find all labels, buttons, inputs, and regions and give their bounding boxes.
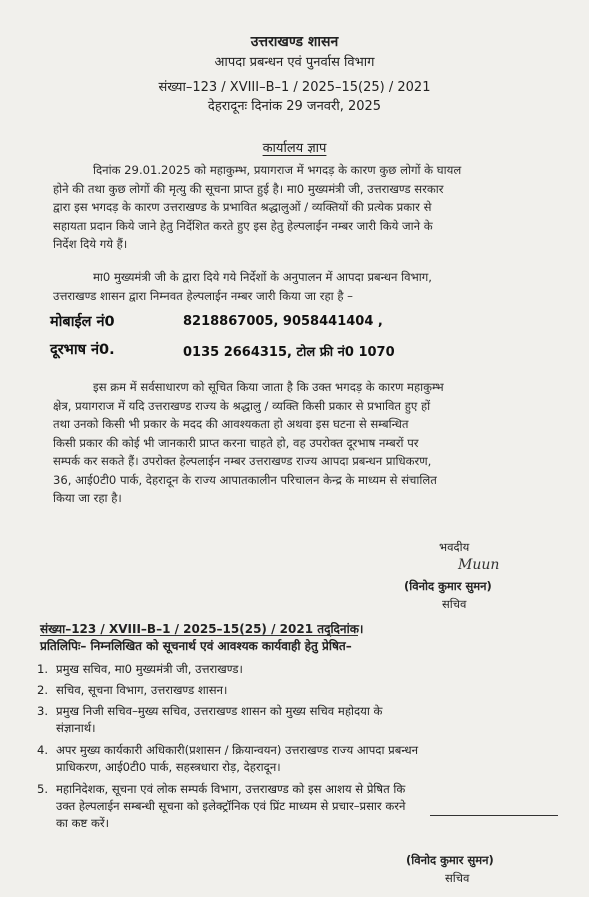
signatory-designation: सचिव [442, 597, 467, 611]
phone-value: 0135 2664315, टोल फ्री नं0 1070 [183, 345, 395, 360]
copy-reference: संख्या–123 / XVIII–B–1 / 2025–15(25) / 2021 तद्‌दिनांक। [40, 622, 364, 636]
text-line: दिनांक 29.01.2025 को महाकुम्भ, प्रयागराज में भगदड़ के कारण कुछ लोगों के घायल [93, 163, 462, 177]
text-line: उत्तराखण्ड शासन द्वारा निम्नवत हेल्पलाईन नम्बर जारी किया जा रहा है – [53, 288, 353, 303]
text-line: मा0 मुख्यमंत्री जी के द्वारा दिये गये निर्देशों के अनुपालन में आपदा प्रबन्धन विभाग, [93, 270, 432, 284]
signatory-name: (विनोद कुमार सुमन) [404, 579, 492, 593]
text-line: निर्देश दिये गये हैं। [53, 237, 128, 251]
place-date: देहरादूनः दिनांक 29 जनवरी, 2025 [207, 99, 382, 114]
text-line: द्वारा इस भगदड़ के कारण उत्तराखण्ड के प्रभावित श्रद्धालुओं / व्यक्तियों की प्रत्येक प्रकार से [53, 200, 432, 214]
text-line: इस क्रम में सर्वसाधारण को सूचित किया जाता है कि उक्त भगदड़ के कारण महाकुम्भ [93, 380, 444, 394]
signatory-name-2: (विनोद कुमार सुमन) [406, 853, 494, 867]
document-page: उत्तराखण्ड शासन आपदा प्रबन्धन एवं पुनर्वास विभाग संख्या–123 / XVIII–B–1 / 2025–15(25) / 2021 देहरादूनः दिनांक 29 जनवरी, 2025 कार्यालय ज्ञाप दिनांक 29.01.2025 को महाकुम्भ, प्रयागराज में भगदड़ के कारण कुछ लोगों के घायल होने की तथा कुछ लोगों की मृत्यु की सूचना प्राप्त हुई है। मा0 मुख्यमंत्री जी, उत्तराखण्ड सरकार द्वारा इस भगदड़ के कारण उत्तराखण्ड के प्रभावित श्रद्धालुओं / व्यक्तियों की प्रत्येक प्रकार से सहायता प्रदान किये जाने हेतु निर्देशित करते हुए इस हेतु हेल्पलाईन नम्बर जारी किये जाने के निर्देश दिये गये हैं। मा0 मुख्यमंत्री जी के द्वारा दिये गये निर्देशों के अनुपालन में आपदा प्रबन्धन विभाग, उत्तराखण्ड शासन द्वारा निम्नवत हेल्पलाईन नम्बर जारी किया जा रहा है – मोबाईल नं0 8218867005, 9058441404 , दूरभाष नं0. 0135 2664315, टोल फ्री नं0 1070 इस क्रम में सर्वसाधारण को सूचित किया जाता है कि उक्त भगदड़ के कारण महाकुम्भ क्षेत्र, प्रयागराज में यदि उत्तराखण्ड राज्य के श्रद्धालु / व्यक्ति किसी प्रकार से प्रभावित हुए हों तथा उनको किसी भी प्रकार के मदद की आवश्यकता हो अथवा इस घटना से सम्बन्धित किसी प्रकार की कोई भी जानकारी प्राप्त करना चाहते हो, वह उपरोक्त दूरभाष नम्बरों पर सम्पर्क कर सकते हैं। उपरोक्त हेल्पलाईन नम्बर उत्तराखण्ड राज्य आपदा प्रबन्धन प्राधिकरण, 36, आई0टी0 पार्क, देहरादून के राज्य आपातकालीन परिचालन केन्द्र के माध्यम से संचालित किया जा रहा है। भवदीय Muun (विनोद कुमार सुमन) सचिव संख्या–123 / XVIII–B–1 / 2025–15(25) / 2021 तद्‌दिनांक। प्रतिलिपिः– निम्नलिखित को सूचनार्थ एवं आवश्यक कार्यवाही हेतु प्रेषित– 1. प्रमुख सचिव, मा0 मुख्यमंत्री जी, उत्तराखण्ड। 2. सचिव, सूचना विभाग, उत्तराखण्ड शासन। 3. प्रमुख निजी सचिव–मुख्य सचिव, उत्तराखण्ड शासन को मुख्य सचिव महोदया के संज्ञानार्थ। 4. अपर मुख्य कार्यकारी अधिकारी(प्रशासन / क्रियान्वयन) उत्तराखण्ड राज्य आपदा प्रबन्धन प्राधिकरण, आई0टी0 पार्क, सहस्त्रधारा रोड़, देहरादून। 5. महानिदेशक, सूचना एवं लोक सम्पर्क विभाग, उत्तराखण्ड को इस आशय से प्रेषित कि उक्त हेल्पलाईन सम्बन्धी सूचना को इलेक्ट्रॉनिक एवं प्रिंट माध्यम से प्रचार–प्रसार करने का कष्ट करें। (विनोद कुमार सुमन) सचिव [0, 0, 589, 897]
text-line: किया जा रहा है। [53, 491, 122, 505]
paragraph-3 [53, 378, 553, 508]
mobile-value: 8218867005, 9058441404 , [183, 314, 383, 329]
phone-label: दूरभाष नं0. [50, 342, 115, 358]
copy-heading: प्रतिलिपिः– निम्नलिखित को सूचनार्थ एवं आवश्यक कार्यवाही हेतु प्रेषित– [40, 639, 352, 653]
text-line: क्षेत्र, प्रयागराज में यदि उत्तराखण्ड राज्य के श्रद्धालु / व्यक्ति किसी प्रकार से प्रभावित हुए हों [53, 398, 431, 413]
text-line: किसी प्रकार की कोई भी जानकारी प्राप्त करना चाहते हो, वह उपरोक्त दूरभाष नम्बरों पर [53, 435, 419, 450]
signatory-designation-2: सचिव [445, 871, 470, 885]
text-line: 36, आई0टी0 पार्क, देहरादून के राज्य आपातकालीन परिचालन केन्द्र के माध्यम से संचालित [53, 472, 437, 487]
text-line: होने की तथा कुछ लोगों की मृत्यु की सूचना प्राप्त हुई है। मा0 मुख्यमंत्री जी, उत्तराखण्ड सरकार [53, 181, 444, 196]
reference-number: संख्या–123 / XVIII–B–1 / 2025–15(25) / 2021 [158, 80, 431, 95]
paragraph-1 [53, 161, 553, 254]
text-line: सहायता प्रदान किये जाने हेतु निर्देशित करते हुए इस हेतु हेल्पलाईन नम्बर जारी किये जाने के [53, 218, 433, 233]
office-memo-title: कार्यालय ज्ञाप [262, 141, 327, 156]
mobile-label: मोबाईल नं0 [50, 314, 115, 330]
paragraph-2 [53, 268, 553, 305]
govt-heading: उत्तराखण्ड शासन [250, 34, 339, 50]
closing-text: भवदीय [439, 540, 470, 554]
signature-scribble: Muun [458, 557, 500, 573]
department-heading: आपदा प्रबन्धन एवं पुनर्वास विभाग [214, 55, 375, 70]
reference-underline [40, 635, 358, 636]
text-line: तथा उनको किसी भी प्रकार के मदद की आवश्यकता हो अथवा इस घटना से सम्बन्धित [53, 417, 409, 431]
pen-underline [430, 815, 558, 816]
text-line: सम्पर्क कर सकते हैं। उपरोक्त हेल्पलाईन नम्बर उत्तराखण्ड राज्य आपदा प्रबन्धन प्राधिकरण, [53, 454, 432, 468]
